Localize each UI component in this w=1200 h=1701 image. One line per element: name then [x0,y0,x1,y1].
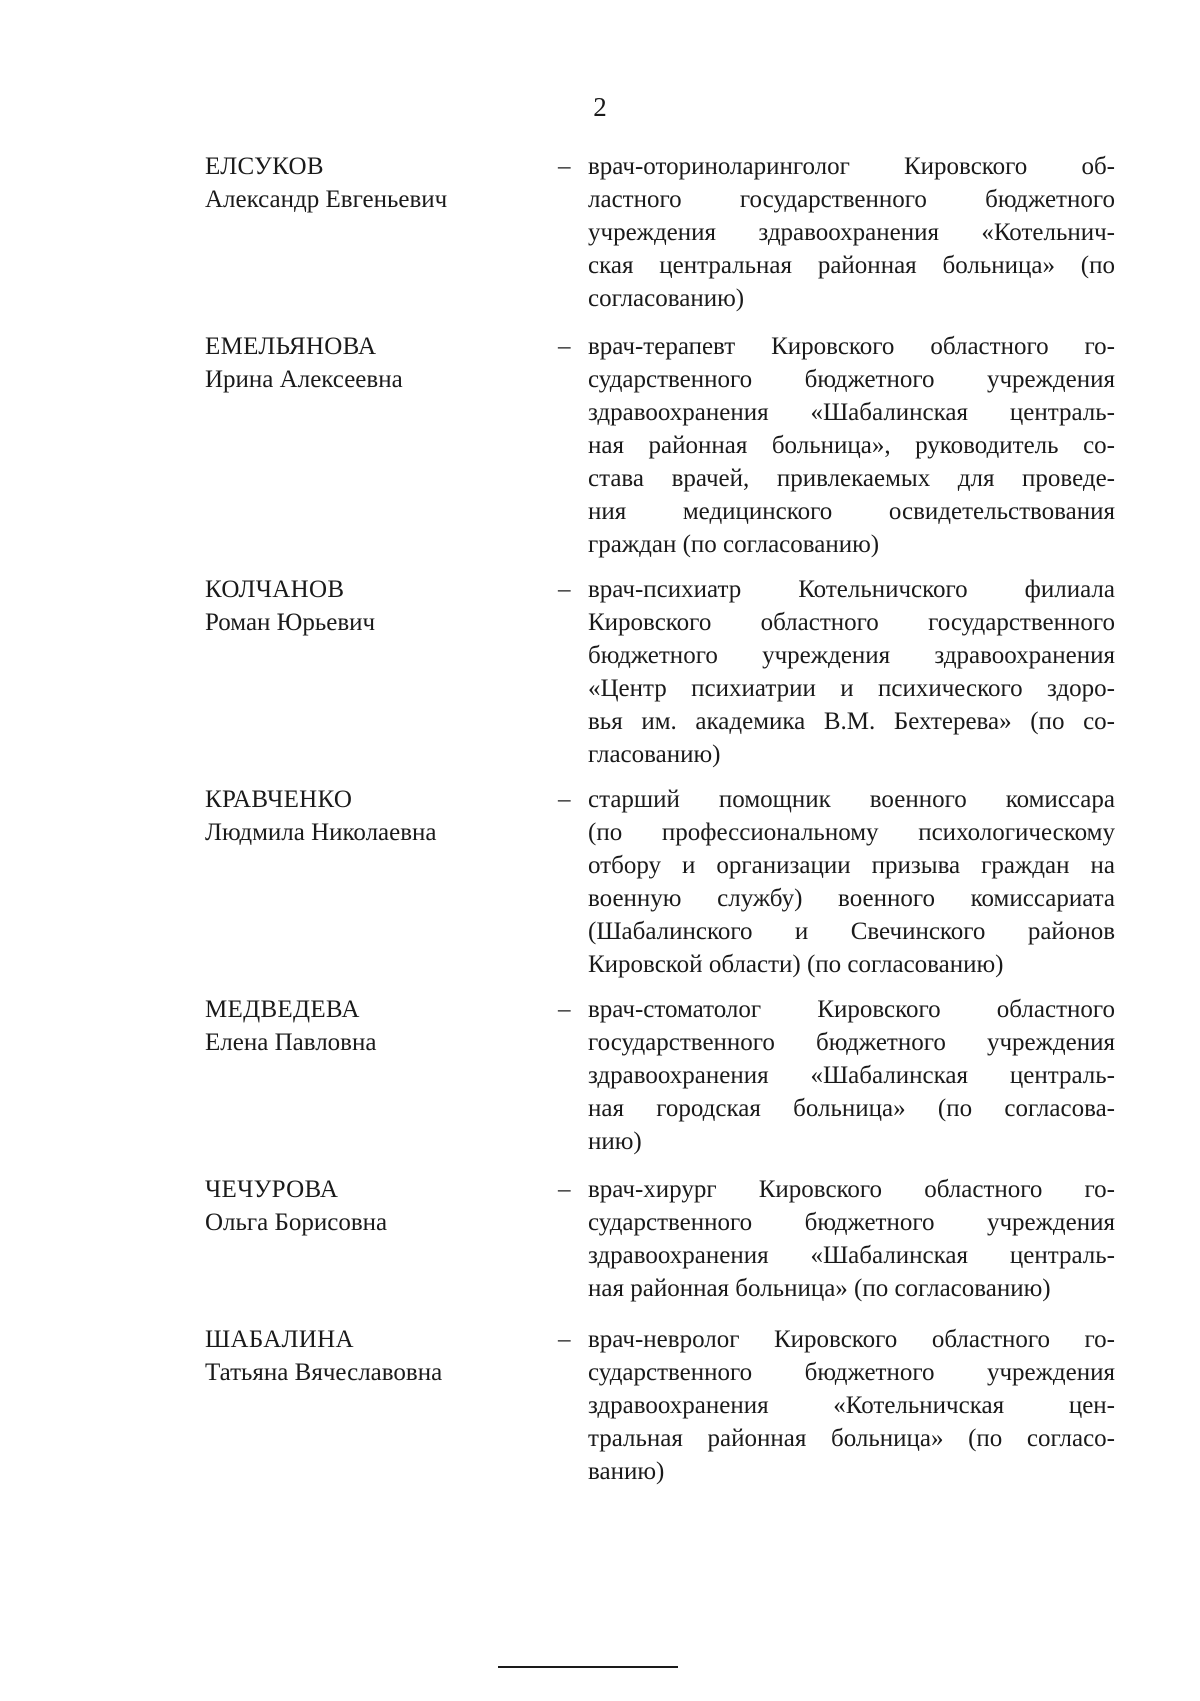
member-position [588,573,1115,771]
position-line: ния медицинского освидетельствования [588,498,1115,525]
position-line: отбору и организации призыва граждан на [588,852,1115,879]
entry-dash: – [558,333,571,360]
position-line: здравоохранения «Котельничская цен- [588,1392,1115,1419]
position-line: ная районная больница» (по согласованию) [588,1275,1051,1302]
entry-dash: – [558,1326,571,1353]
page-number: 2 [593,92,607,122]
position-line: врач-хирург Кировского областного го- [588,1176,1115,1203]
member-surname: ШАБАЛИНА [205,1326,354,1353]
member-name [205,783,535,849]
position-line: старший помощник военного комиссара [588,786,1115,813]
position-line: здравоохранения «Шабалинская централь- [588,399,1115,426]
member-given-names: Ирина Алексеевна [205,366,403,393]
position-line: става врачей, привлекаемых для проведе- [588,465,1115,492]
member-surname: КРАВЧЕНКО [205,786,353,813]
position-line: ная районная больница», руководитель со- [588,432,1115,459]
member-position [588,783,1115,981]
position-line: вья им. академика В.М. Бехтерева» (по со- [588,708,1115,735]
position-line: ванию) [588,1458,665,1485]
position-line: нию) [588,1128,642,1155]
member-name [205,1173,535,1239]
member-position [588,1323,1115,1488]
entry-dash: – [558,576,571,603]
member-given-names: Людмила Николаевна [205,819,437,846]
entry-dash: – [558,786,571,813]
member-position [588,330,1115,561]
member-surname: МЕДВЕДЕВА [205,996,360,1023]
position-line: ластного государственного бюджетного [588,186,1115,213]
position-line: Кировского областного государственного [588,609,1115,636]
position-line: военную службу) военного комиссариата [588,885,1115,912]
position-line: (по профессиональному психологическому [588,819,1115,846]
position-line: бюджетного учреждения здравоохранения [588,642,1115,669]
position-line: здравоохранения «Шабалинская централь- [588,1062,1115,1089]
member-surname: КОЛЧАНОВ [205,576,345,603]
member-surname: ЕЛСУКОВ [205,153,324,180]
end-rule [498,1666,678,1668]
member-position [588,150,1115,315]
position-line: ная городская больница» (по согласова- [588,1095,1115,1122]
position-line: сударственного бюджетного учреждения [588,1359,1115,1386]
position-line: сударственного бюджетного учреждения [588,366,1115,393]
member-position [588,1173,1115,1305]
member-given-names: Роман Юрьевич [205,609,376,636]
position-line: врач-невролог Кировского областного го- [588,1326,1115,1353]
member-given-names: Александр Евгеньевич [205,186,448,213]
position-line: врач-стоматолог Кировского областного [588,996,1115,1023]
member-position [588,993,1115,1158]
position-line: Кировской области) (по согласованию) [588,951,1004,978]
position-line: тральная районная больница» (по согласо- [588,1425,1115,1452]
entry-dash: – [558,1176,571,1203]
position-line: сударственного бюджетного учреждения [588,1209,1115,1236]
position-line: врач-оториноларинголог Кировского об- [588,153,1115,180]
entry-dash: – [558,153,571,180]
position-line: врач-терапевт Кировского областного го- [588,333,1115,360]
position-line: учреждения здравоохранения «Котельнич- [588,219,1115,246]
position-line: (Шабалинского и Свечинского районов [588,918,1115,945]
position-line: граждан (по согласованию) [588,531,880,558]
member-name [205,573,535,639]
position-line: согласованию) [588,285,745,312]
position-line: ская центральная районная больница» (по [588,252,1115,279]
position-line: здравоохранения «Шабалинская централь- [588,1242,1115,1269]
member-name [205,330,535,396]
member-name [205,150,535,216]
position-line: «Центр психиатрии и психического здоро- [588,675,1115,702]
member-surname: ЧЕЧУРОВА [205,1176,339,1203]
member-surname: ЕМЕЛЬЯНОВА [205,333,377,360]
position-line: врач-психиатр Котельничского филиала [588,576,1115,603]
member-name [205,993,535,1059]
member-given-names: Елена Павловна [205,1029,377,1056]
position-line: гласованию) [588,741,721,768]
member-given-names: Ольга Борисовна [205,1209,388,1236]
entry-dash: – [558,996,571,1023]
member-given-names: Татьяна Вячеславовна [205,1359,443,1386]
position-line: государственного бюджетного учреждения [588,1029,1115,1056]
member-name [205,1323,535,1389]
